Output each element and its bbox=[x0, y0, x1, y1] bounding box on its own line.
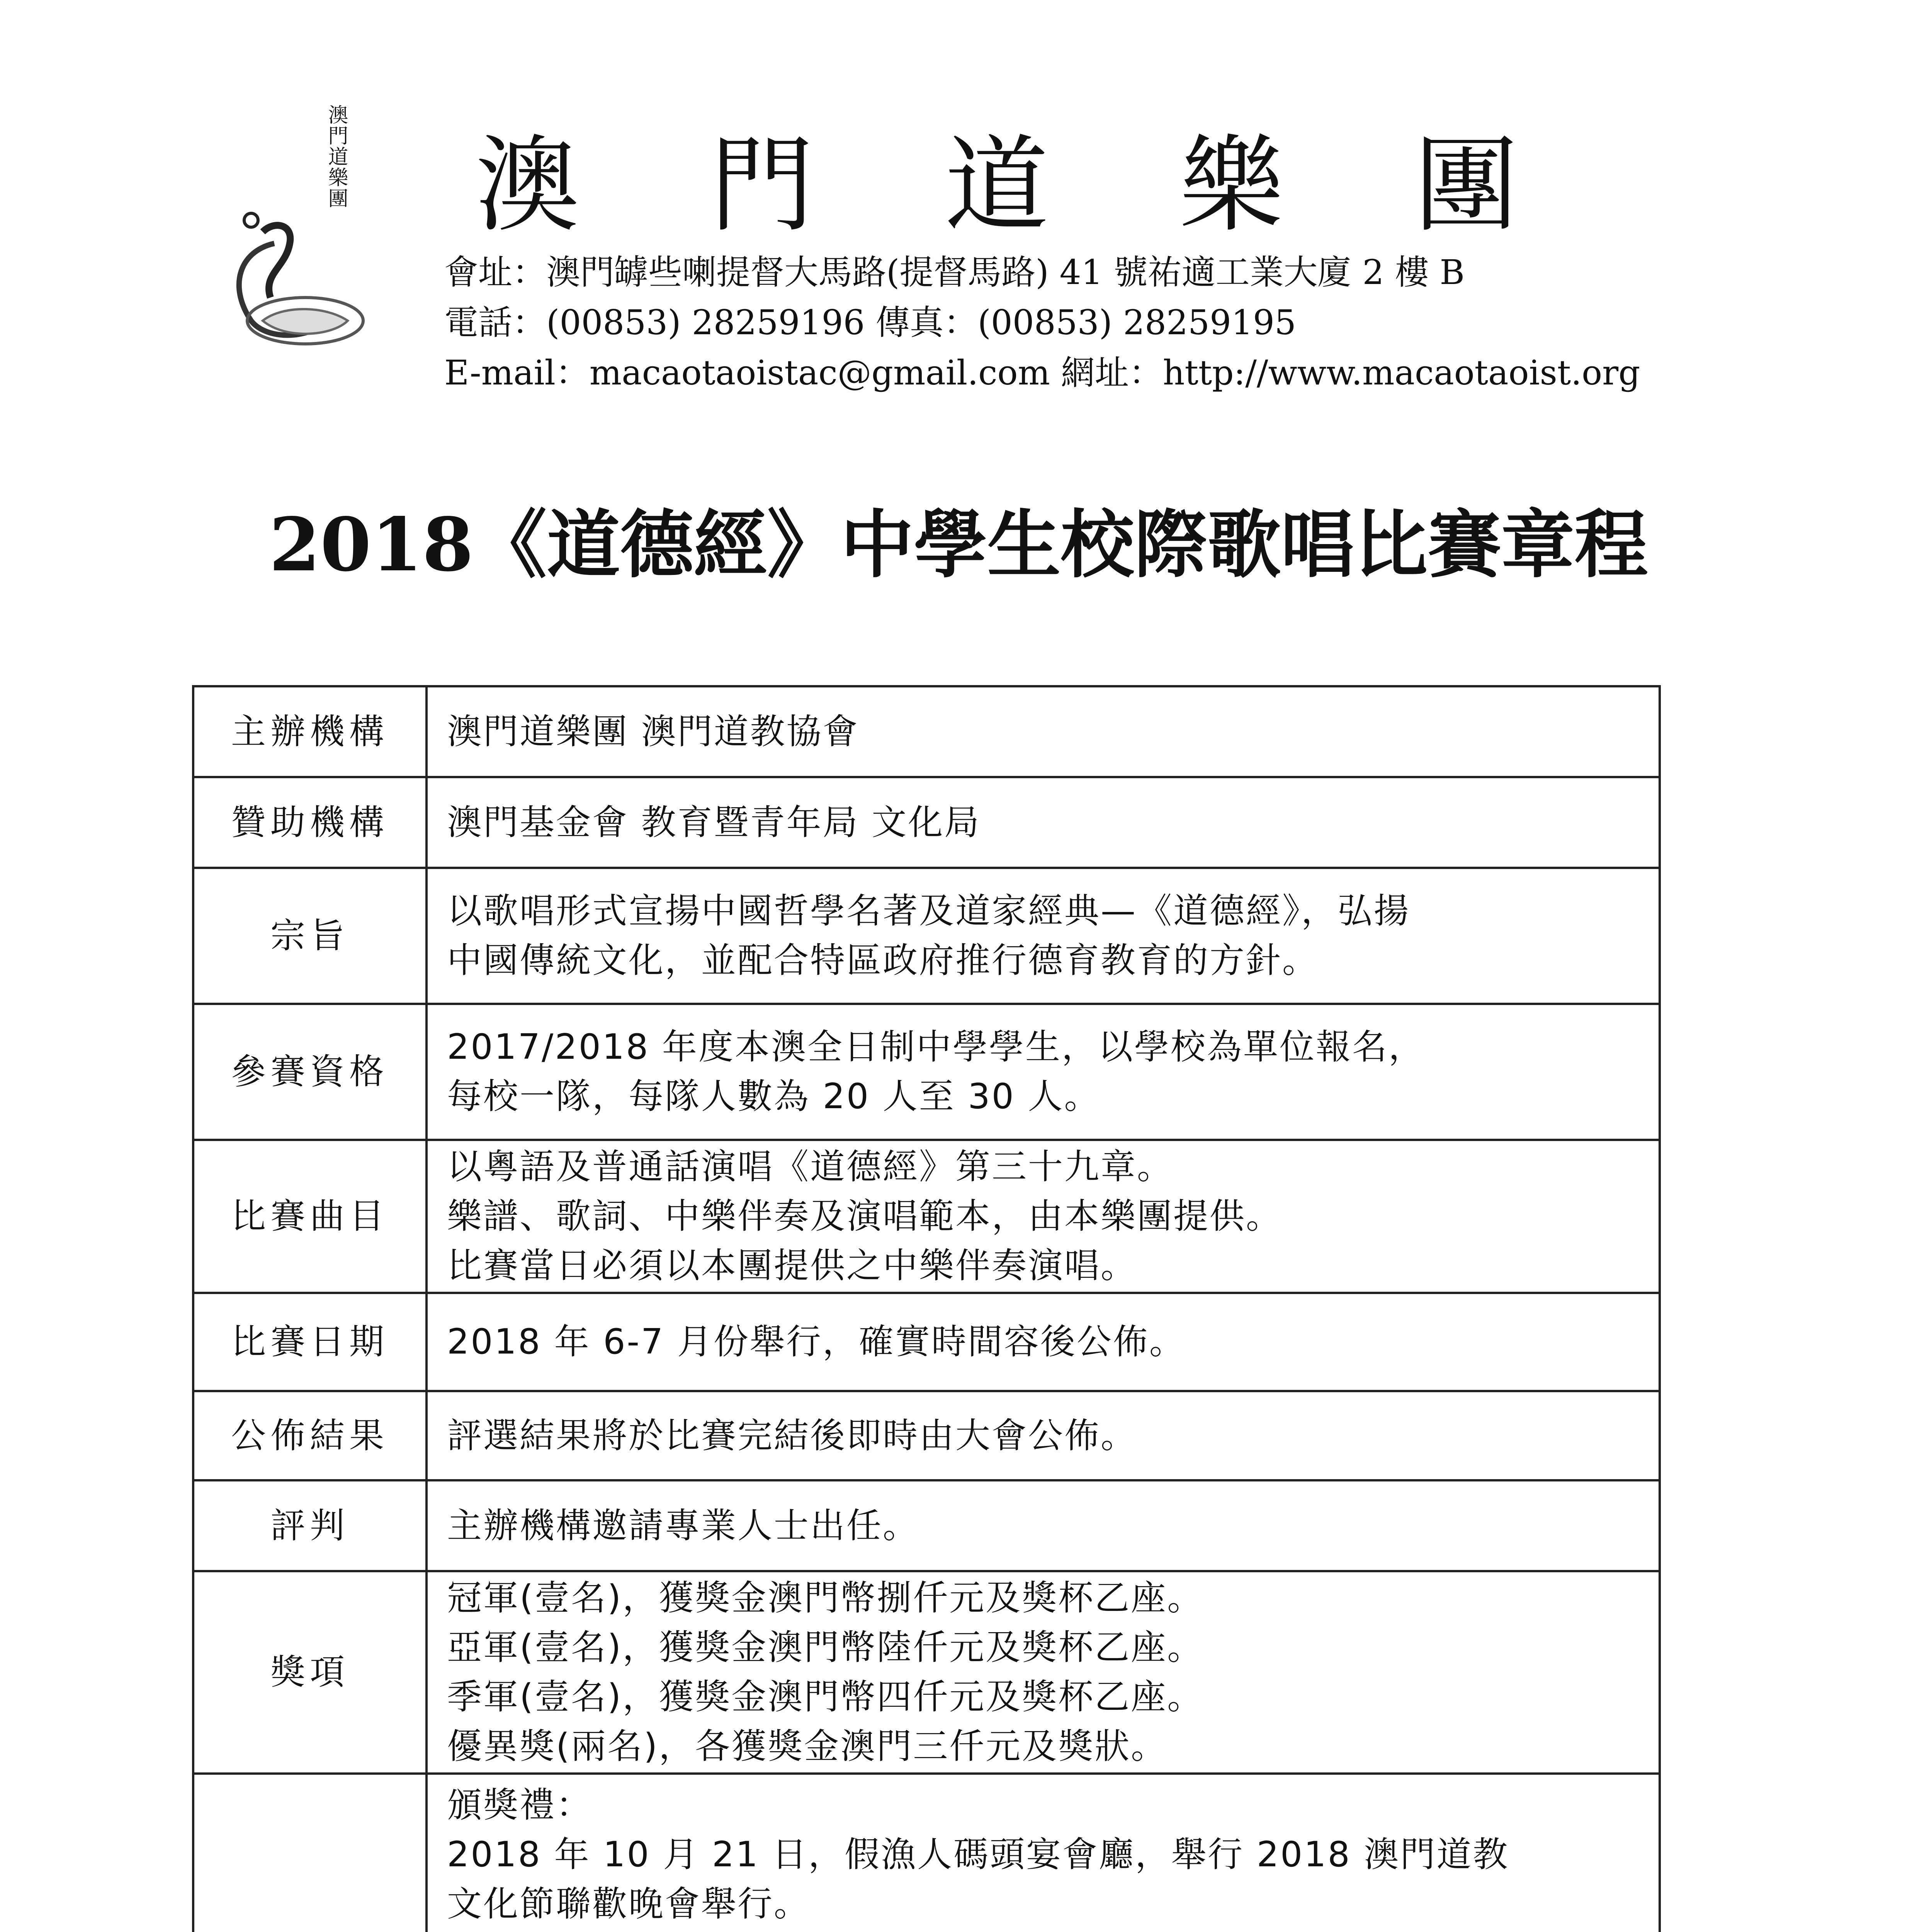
email-web-line: E-mail：macaotaoistac@gmail.com 網址：http://www.macaotaoist.org bbox=[444, 353, 1640, 393]
row-value: 2017/2018 年度本澳全日制中學學生，以學校為單位報名， 每校一隊，每隊人數為 20 人至 30 人。 bbox=[427, 1004, 1660, 1140]
table-row bbox=[193, 1391, 1660, 1480]
row-label bbox=[193, 1774, 427, 1932]
contact-info bbox=[444, 247, 1640, 398]
table-row bbox=[193, 1293, 1660, 1391]
org-name-char: 道 bbox=[945, 124, 1049, 246]
org-name bbox=[475, 124, 1518, 246]
row-label: 比賽曲目 bbox=[193, 1140, 427, 1293]
table-row bbox=[193, 1140, 1660, 1293]
row-label: 公佈結果 bbox=[193, 1391, 427, 1480]
table-row bbox=[193, 1480, 1660, 1571]
row-value: 2018 年 6-7 月份舉行，確實時間容後公佈。 bbox=[427, 1293, 1660, 1391]
row-label: 參賽資格 bbox=[193, 1004, 427, 1140]
row-value: 頒獎禮： 2018 年 10 月 21 日，假漁人碼頭宴會廳，舉行 2018 澳門道教 文化節聯歡晚會舉行。 bbox=[427, 1774, 1660, 1932]
logo-vertical-text: 澳門道樂團 bbox=[325, 104, 348, 209]
row-value: 冠軍(壹名)，獲獎金澳門幣捌仟元及獎杯乙座。 亞軍(壹名)，獲獎金澳門幣陸仟元及獎杯乙座。 季軍(壹名)，獲獎金澳門幣四仟元及獎杯乙座。 優異獎(兩名)，各獲獎金澳門三仟元及獎狀。 bbox=[427, 1571, 1660, 1774]
row-value: 評選結果將於比賽完結後即時由大會公佈。 bbox=[427, 1391, 1660, 1480]
org-name-char: 團 bbox=[1414, 124, 1518, 246]
table-row bbox=[193, 868, 1660, 1004]
document-title: 2018《道德經》中學生校際歌唱比賽章程 bbox=[269, 502, 1648, 588]
table-row bbox=[193, 1571, 1660, 1774]
org-name-char: 樂 bbox=[1179, 124, 1284, 246]
row-label: 評判 bbox=[193, 1480, 427, 1571]
phone-fax-line: 電話：(00853) 28259196 傳真：(00853) 28259195 bbox=[444, 303, 1296, 342]
row-label: 贊助機構 bbox=[193, 777, 427, 868]
org-logo bbox=[216, 104, 371, 359]
rules-table bbox=[192, 685, 1661, 1932]
org-name-char: 澳 bbox=[475, 124, 580, 246]
row-value: 以歌唱形式宣揚中國哲學名著及道家經典—《道德經》，弘揚 中國傳統文化，並配合特區政府推行德育教育的方針。 bbox=[427, 868, 1660, 1004]
table-row bbox=[193, 1004, 1660, 1140]
row-value: 澳門道樂團 澳門道教協會 bbox=[427, 686, 1660, 777]
row-value: 主辦機構邀請專業人士出任。 bbox=[427, 1480, 1660, 1571]
row-value: 以粵語及普通話演唱《道德經》第三十九章。 樂譜、歌詞、中樂伴奏及演唱範本，由本樂團提供。 比賽當日必須以本團提供之中樂伴奏演唱。 bbox=[427, 1140, 1660, 1293]
table-row bbox=[193, 777, 1660, 868]
row-value: 澳門基金會 教育暨青年局 文化局 bbox=[427, 777, 1660, 868]
org-name-char: 門 bbox=[710, 124, 814, 246]
row-label: 獎項 bbox=[193, 1571, 427, 1774]
row-label: 宗旨 bbox=[193, 868, 427, 1004]
row-label: 比賽日期 bbox=[193, 1293, 427, 1391]
table-row bbox=[193, 686, 1660, 777]
table-row bbox=[193, 1774, 1660, 1932]
logo-graphic-icon bbox=[216, 104, 371, 359]
row-label: 主辦機構 bbox=[193, 686, 427, 777]
address-line: 會址：澳門罅些喇提督大馬路(提督馬路) 41 號祐適工業大廈 2 樓 B bbox=[444, 252, 1465, 292]
